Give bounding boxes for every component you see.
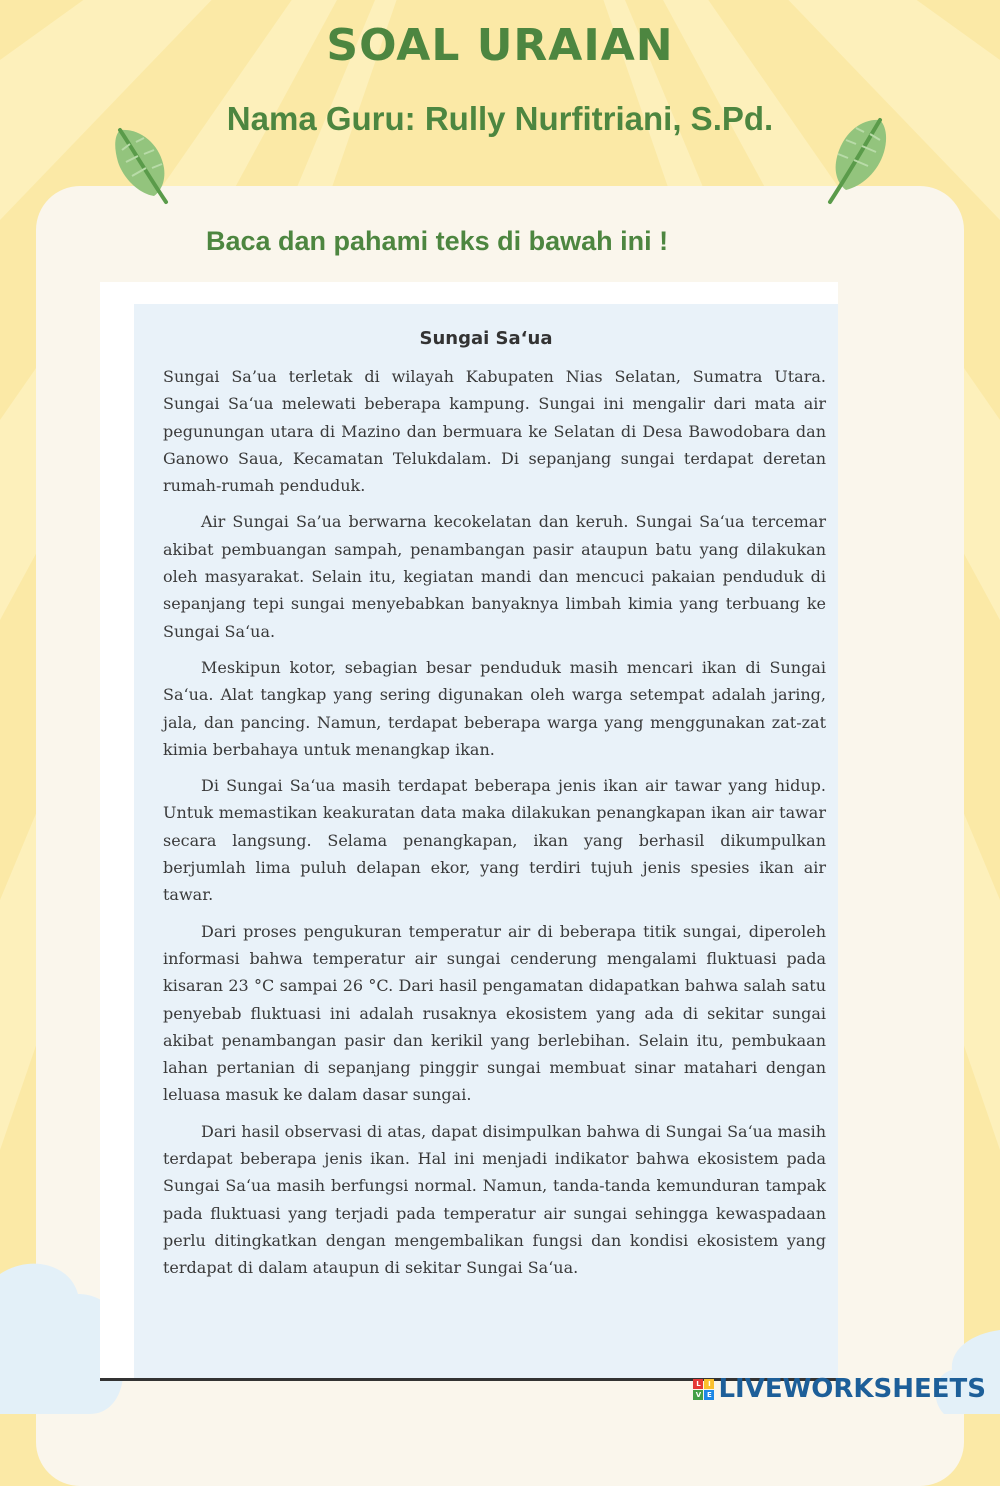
page-title: SOAL URAIAN <box>326 20 674 71</box>
liveworksheets-logo-icon <box>693 1379 714 1400</box>
instruction-text: Baca dan pahami teks di bawah ini ! <box>206 226 669 256</box>
paragraph-3: Meskipun kotor, sebagian besar penduduk masih mencari ikan di Sungai Sa‘ua. Alat tangkap yang sering digunakan oleh warga setempat adalah jaring, jala, dan pancing. Namun, terdapat beberapa warga yang menggunakan zat-zat kimia berbahaya untuk menangkap ikan. <box>163 657 826 759</box>
liveworksheets-brand <box>693 1374 986 1404</box>
leaf-right-icon <box>822 114 892 206</box>
paragraph-6: Dari hasil observasi di atas, dapat disimpulkan bahwa di Sungai Sa‘ua masih terdapat beberapa jenis ikan. Hal ini menjadi indikator bahwa ekosistem pada Sungai Sa‘ua masih berfungsi normal. Namun, tanda-tanda kemunduran tampak pada fluktuasi yang terjadi pada temperatur air sungai sehingga kewaspadaan perlu ditingkatkan dengan mengembalikan fungsi dan kondisi ekosistem yang terdapat di dalam ataupun di sekitar Sungai Sa‘ua. <box>163 1121 826 1278</box>
reading-frame <box>100 282 838 1378</box>
reading-paragraphs <box>134 363 838 1282</box>
reading-title: Sungai Sa‘ua <box>419 328 553 349</box>
liveworksheets-text: LIVEWORKSHEETS <box>718 1374 986 1404</box>
logo-letter: E <box>704 1390 714 1400</box>
teacher-name: Nama Guru: Rully Nurfitriani, S.Pd. <box>226 100 774 137</box>
paragraph-5: Dari proses pengukuran temperatur air di beberapa titik sungai, diperoleh informasi bahwa temperatur air sungai cenderung mengalami fluktuasi pada kisaran 23 °C sampai 26 °C. Dari hasil pengamatan didapatkan bahwa salah satu penyebab fluktuasi ini adalah rusaknya ekosistem yang ada di sekitar sungai akibat penambangan pasir dan kerikil yang berlebihan. Selain itu, pembukaan lahan pertanian di sepanjang pinggir sungai membuat sinar matahari dengan leluasa masuk ke dalam dasar sungai. <box>163 921 826 1105</box>
reading-text-box <box>134 304 838 1378</box>
paragraph-4: Di Sungai Sa‘ua masih terdapat beberapa jenis ikan air tawar yang hidup. Untuk memastikan keakuratan data maka dilakukan penangkapan ikan air tawar secara langsung. Selama penangkapan, ikan yang berhasil dikumpulkan berjumlah lima puluh delapan ekor, yang terdiri tujuh jenis spesies ikan air tawar. <box>163 776 826 905</box>
logo-letter: V <box>693 1390 703 1400</box>
logo-letter: I <box>704 1379 714 1389</box>
paragraph-1: Sungai Sa’ua terletak di wilayah Kabupaten Nias Selatan, Sumatra Utara. Sungai Sa‘ua melewati beberapa kampung. Sungai ini mengalir dari mata air pegunungan utara di Mazino dan bermuara ke Selatan di Desa Bawodobara dan Ganowo Saua, Kecamatan Telukdalam. Di sepanjang sungai terdapat deretan rumah-rumah penduduk. <box>163 367 826 496</box>
logo-letter: L <box>693 1379 703 1389</box>
leaf-left-icon <box>110 124 172 206</box>
paragraph-2: Air Sungai Sa’ua berwarna kecokelatan dan keruh. Sungai Sa‘ua tercemar akibat pembuangan sampah, penambangan pasir ataupun batu yang dilakukan oleh masyarakat. Selain itu, kegiatan mandi dan mencuci pakaian penduduk di sepanjang tepi sungai menyebabkan banyaknya limbah kimia yang terbuang ke Sungai Sa‘ua. <box>163 512 826 641</box>
